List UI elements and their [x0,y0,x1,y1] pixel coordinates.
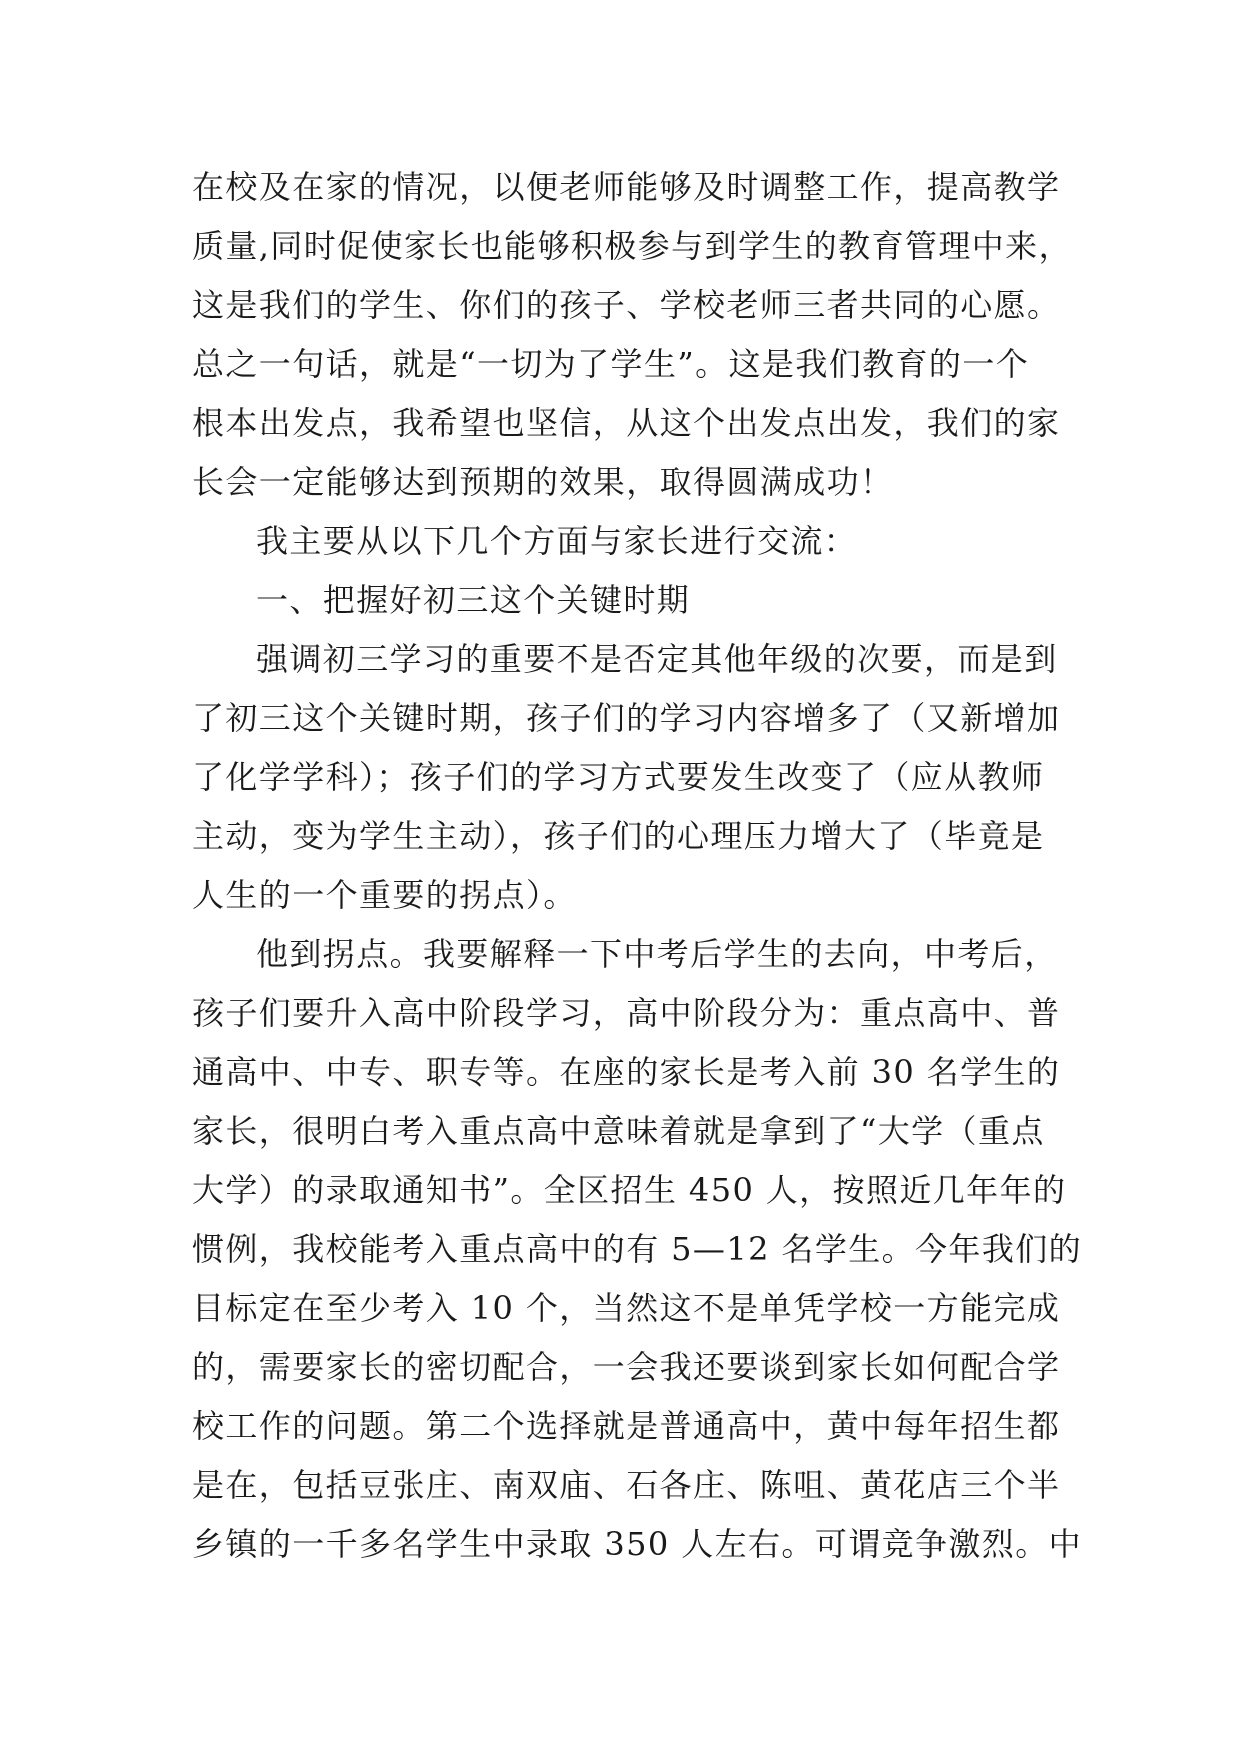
text-line-16: 通高中、中专、职专等。在座的家长是考入前 30 名学生的 [192,1053,1061,1091]
body-text [192,158,1083,1574]
text-line-19: 惯例，我校能考入重点高中的有 5—12 名学生。今年我们的 [192,1230,1083,1268]
text-line-4: 总之一句话，就是“一切为了学生”。这是我们教育的一个 [192,345,1030,383]
text-line-6: 长会一定能够达到预期的效果，取得圆满成功！ [192,463,894,501]
text-line-15: 孩子们要升入高中阶段学习，高中阶段分为：重点高中、普 [192,994,1061,1032]
text-line-20: 目标定在至少考入 10 个，当然这不是单凭学校一方能完成 [192,1289,1061,1327]
text-line-5: 根本出发点，我希望也坚信，从这个出发点出发，我们的家 [192,404,1061,442]
text-line-11: 了化学学科）；孩子们的学习方式要发生改变了（应从教师 [192,758,1045,796]
text-line-23: 是在，包括豆张庄、南双庙、石各庄、陈咀、黄花店三个半 [192,1466,1061,1504]
text-line-2: 质量,同时促使家长也能够积极参与到学生的教育管理中来， [192,227,1072,265]
text-line-3: 这是我们的学生、你们的孩子、学校老师三者共同的心愿。 [192,286,1061,324]
text-line-22: 校工作的问题。第二个选择就是普通高中，黄中每年招生都 [192,1407,1061,1445]
text-line-10: 了初三这个关键时期，孩子们的学习内容增多了（又新增加 [192,699,1061,737]
text-line-21: 的，需要家长的密切配合，一会我还要谈到家长如何配合学 [192,1348,1061,1386]
section-heading: 一、把握好初三这个关键时期 [256,581,691,619]
text-line-14: 他到拐点。我要解释一下中考后学生的去向，中考后， [256,935,1058,973]
text-line-12: 主动，变为学生主动），孩子们的心理压力增大了（毕竟是 [192,817,1045,855]
text-line-13: 人生的一个重要的拐点）。 [192,876,577,914]
text-line-24: 乡镇的一千多名学生中录取 350 人左右。可谓竞争激烈。中 [192,1525,1083,1563]
text-line-1: 在校及在家的情况，以便老师能够及时调整工作，提高教学 [192,168,1061,206]
text-line-9: 强调初三学习的重要不是否定其他年级的次要，而是到 [256,640,1058,678]
text-line-17: 家长，很明白考入重点高中意味着就是拿到了“大学（重点 [192,1112,1045,1150]
text-line-7: 我主要从以下几个方面与家长进行交流： [256,522,858,560]
text-line-18: 大学）的录取通知书”。全区招生 450 人，按照近几年年的 [192,1171,1067,1209]
